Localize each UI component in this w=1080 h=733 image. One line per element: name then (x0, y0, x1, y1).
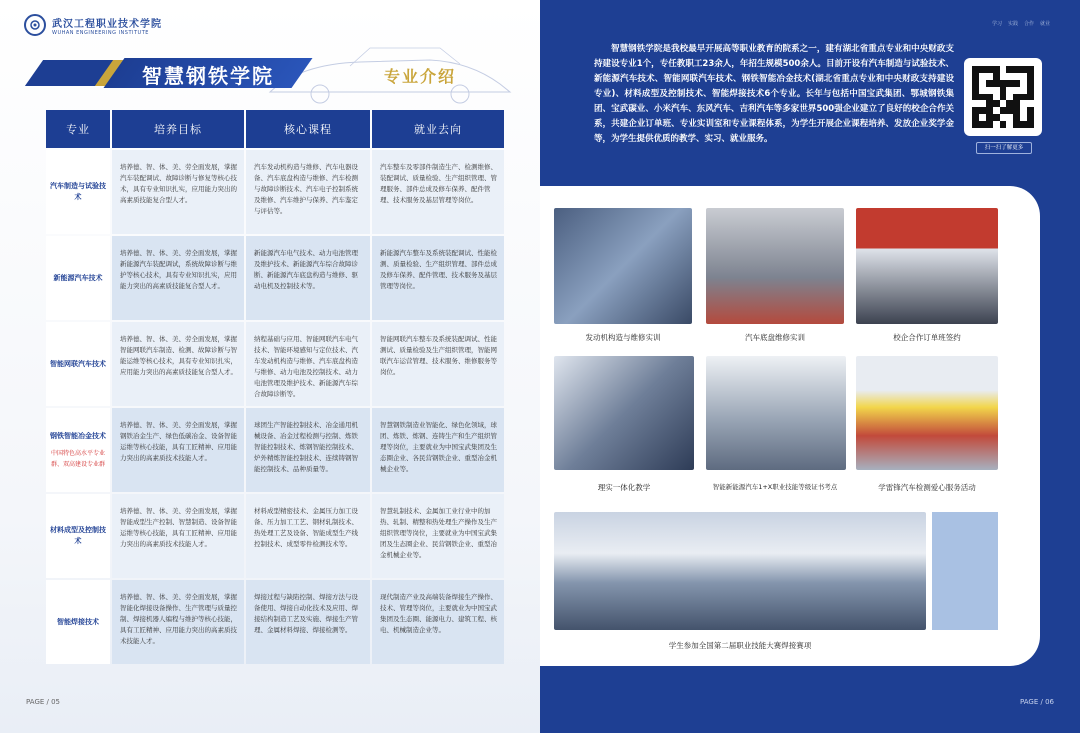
major-name: 智能焊接技术 (46, 580, 110, 664)
top-nav-item: 合作 (1023, 21, 1034, 27)
top-nav-item: 实践 (1007, 21, 1018, 27)
top-nav-item: 学习 (991, 21, 1002, 27)
major-career: 智慧轧制技术、金属加工业行业中的加热、轧制、精整和热处理生产操作及生产组织管理等岗位，主要就业为中国宝武集团及生态圈企业、民营钢铁企业、重型冶金机械企业等。 (372, 494, 504, 578)
photo-skills-competition (554, 512, 926, 630)
photo-chassis-training (706, 208, 844, 324)
photo-volunteer-service (856, 356, 998, 470)
major-courses: 球团生产智能控制技术、冶金通用机械设备、冶金过程检测与控制、炼铁智能控制技术、炼钢智能控制技术、炉外精炼智能控制技术、连续铸钢智能控制技术、品种质量等。 (246, 408, 370, 492)
major-name-cell (46, 408, 110, 492)
major-name: 材料成型及控制技术 (46, 494, 110, 578)
major-courses: 纳程基础与应用、智能网联汽车电气技术、智能环境感知与定位技术、汽车发动机构造与维修、汽车底盘构造与维修、动力电池及控制技术、动力电池管理及维护技术、新能源汽车综合故障诊断等。 (246, 322, 370, 406)
photo-signing-ceremony (856, 208, 998, 324)
major-goal: 培养德、智、体、美、劳全面发展，掌握钢铁冶金生产、绿色低碳冶金、设备智能运维等核心技能，具有工匠精神、应用能力突出的高素质技术技能人才。 (112, 408, 244, 492)
photo-engine-training (554, 208, 692, 324)
major-honor-tag: 中国特色高水平专业群、双高建设专业群 (50, 449, 105, 468)
major-name: 智能网联汽车技术 (46, 322, 110, 406)
table-row (46, 322, 504, 406)
major-courses: 焊接过程与缺陷控制、焊接方法与设备使用、焊接自动化技术及应用、焊接结构制造工艺及实施、焊接生产管理、金属材料焊接、焊接检测等。 (246, 580, 370, 664)
major-goal: 培养德、智、体、美、劳全面发展，掌握智能成型生产控制、智慧制造、设备智能运维等核心技能，具有工匠精神、应用能力突出的高素质技术技能人才。 (112, 494, 244, 578)
top-nav-item: 就业 (1039, 21, 1050, 27)
major-goal: 培养德、智、体、美、劳全面发展，掌握智能化焊接设备操作、生产管理与质量控制、焊接机器人编程与维护等核心技能，具有工匠精神、应用能力突出的高素质技术技能人才。 (112, 580, 244, 664)
school-name-en: WUHAN ENGINEERING INSTITUTE (52, 29, 149, 36)
school-logo (24, 14, 162, 36)
academy-title: 智慧钢铁学院 (142, 64, 274, 88)
academy-intro: 智慧钢铁学院是我校最早开展高等职业教育的院系之一，建有湖北省重点专业和中央财政支持建设专业1个，专任教职工23余人，年招生规模500余人。目前开设有汽车制造与试验技术、新能源汽车技术、智能网联汽车技术、钢铁智能冶金技术(湖北省重点专业和中央财政支持建设专业)、材料成型及控制技术、智能焊接技术6个专业。长年与包括中国宝武集团、鄂城钢铁集团、宝武碳业、小米汽车、东风汽车、吉利汽车等多家世界500强企业建立了良好的校企合作关系，共建企业订单班、专业实训室和专业课程体系，为学生开展企业课程培养、发放企业奖学金等，为学生提供优质的教学、实习、就业服务。 (594, 44, 954, 144)
table-row (46, 408, 504, 492)
header-major: 专业 (46, 110, 110, 148)
decorative-block (932, 512, 998, 630)
photo-caption: 发动机构造与维修实训 (585, 333, 661, 342)
table-row (46, 236, 504, 320)
major-table (44, 108, 504, 686)
major-name: 汽车制造与试验技术 (46, 150, 110, 234)
photo-caption: 学生参加全国第二届职业技能大赛焊接赛项 (668, 641, 812, 650)
major-courses: 材料成型精密技术、金属压力加工设备、压力加工工艺、钢材轧制技术、热处理工艺及设备、智能成型生产线控制技术、成型零件检测技术等。 (246, 494, 370, 578)
right-page (540, 0, 1080, 733)
header-goal: 培养目标 (112, 110, 244, 148)
section-title: 专业介绍 (384, 67, 457, 86)
major-career: 智能网联汽车整车及系统装配调试、性能测试、质量检验及生产组织管理，智能网联汽车运营管理、技术服务、维修服务等岗位。 (372, 322, 504, 406)
major-career: 新能源汽车整车及系统装配调试、性能检测、质量检验、生产组织管理、部件总成及修车保养、配件管理、技术服务及基层管理等岗位。 (372, 236, 504, 320)
major-courses: 汽车发动机构造与维修、汽车电器设备、汽车底盘构造与维修、汽车检测与故障诊断技术、汽车电子控制系统及维修、汽车维护与保养、汽车鉴定与评估等。 (246, 150, 370, 234)
photo-caption: 学雷锋汽车检测爱心服务活动 (878, 483, 976, 492)
photo-certificate-exam (706, 356, 846, 470)
photo-caption: 校企合作订单班签约 (893, 333, 961, 342)
major-name: 新能源汽车技术 (46, 236, 110, 320)
major-career: 现代制造产业及高端装备焊接生产操作、技术、管理等岗位，主要就业为中国宝武集团及生态圈、能源电力、建筑工程、核电、机械制造企业等。 (372, 580, 504, 664)
photo-panel (540, 186, 1040, 666)
header-courses: 核心课程 (246, 110, 370, 148)
major-career: 汽车整车及零部件制造生产、检测维修、装配调试、质量检验、生产组织管理、管理服务、部件总成及修车保养、配件管理、技术服务及基层管理等岗位。 (372, 150, 504, 234)
title-band (34, 56, 504, 90)
table-row (46, 150, 504, 234)
photo-integrated-teaching (554, 356, 694, 470)
school-emblem-icon (24, 14, 46, 36)
page-number-left: PAGE / 05 (26, 698, 61, 706)
major-courses: 新能源汽车电气技术、动力电池管理及维护技术、新能源汽车综合故障诊断、新能源汽车底盘构造与维修、驱动电机及控制技术等。 (246, 236, 370, 320)
qr-code-icon (972, 66, 1034, 128)
major-goal: 培养德、智、体、美、劳全面发展，掌握智能网联汽车制造、检测、故障诊断与智能运维等核心技术，具有专业知识扎实，应用能力突出的高素质技能复合型人才。 (112, 322, 244, 406)
table-header (46, 110, 504, 148)
major-name: 钢铁智能冶金技术 (50, 431, 106, 440)
top-nav (992, 20, 1050, 27)
major-goal: 培养德、智、体、美、劳全面发展，掌握新能源汽车装配调试，系统故障诊断与维护等核心技术，具有专业知识扎实，应用能力突出的高素质技能复合型人才。 (112, 236, 244, 320)
school-name: 武汉工程职业技术学院 (52, 18, 162, 30)
header-career: 就业去向 (372, 110, 504, 148)
photo-caption: 智能新能源汽车1+X职业技能等级证书考点 (712, 483, 838, 491)
photo-caption: 汽车底盘维修实训 (745, 333, 805, 342)
major-career: 智慧钢铁制造业智能化、绿色化领域，球团、炼铁、炼钢、连铸生产和生产组织管理等岗位，主要就业为中国宝武集团及生态圈企业、各民营钢铁企业、重型冶金机械企业等。 (372, 408, 504, 492)
table-row (46, 494, 504, 578)
major-goal: 培养德、智、体、美、劳全面发展，掌握汽车装配调试、故障诊断与修复等核心技术，具有专业知识扎实，应用能力突出的高素质技能复合型人才。 (112, 150, 244, 234)
page-number-right: PAGE / 06 (1019, 698, 1054, 706)
qr-code[interactable] (964, 58, 1042, 136)
qr-caption: 扫一扫了解更多 (976, 142, 1032, 154)
table-row (46, 580, 504, 664)
photo-caption: 理实一体化教学 (597, 483, 651, 492)
